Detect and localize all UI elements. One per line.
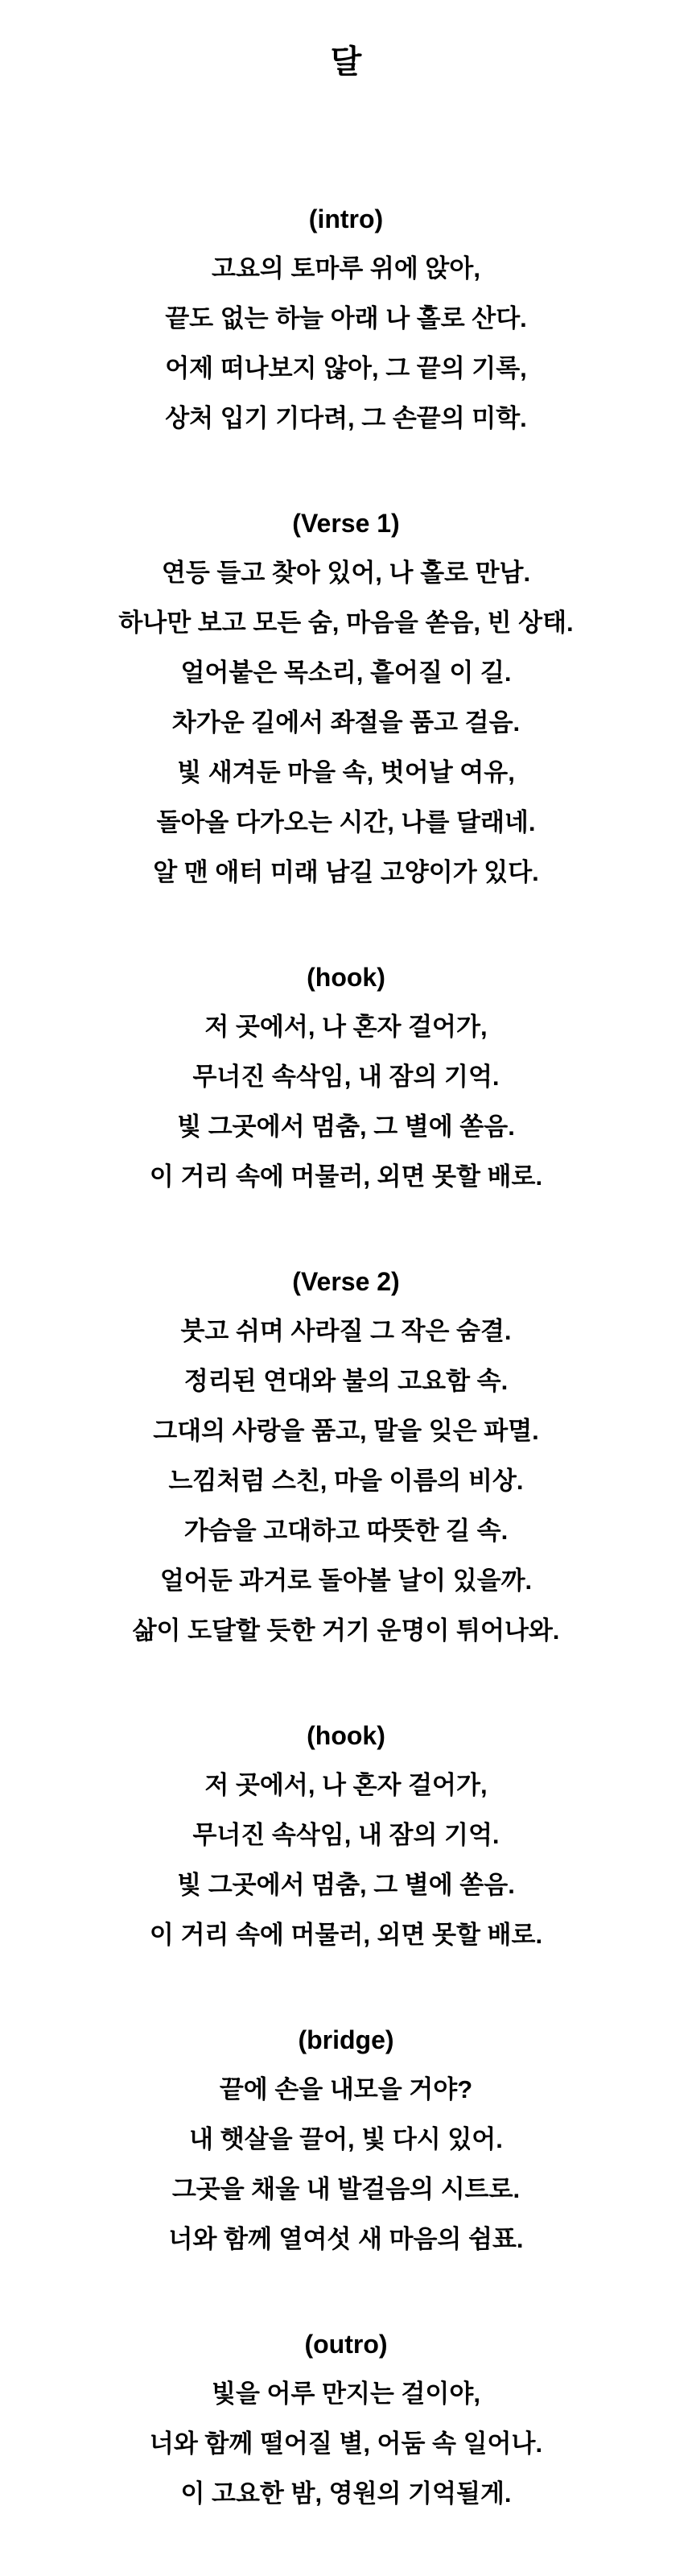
lyric-line: 느낌처럼 스친, 마을 이름의 비상. — [168, 1467, 524, 1495]
lyric-line: 너와 함께 떨어질 별, 어둠 속 일어나. — [149, 2429, 543, 2458]
lyric-line: 하나만 보고 모든 숨, 마음을 쏟음, 빈 상태. — [118, 609, 574, 637]
lyric-line: 알 맨 애터 미래 남길 고양이가 있다. — [153, 858, 539, 886]
lyric-line: 내 햇살을 끌어, 빛 다시 있어. — [189, 2125, 503, 2153]
lyric-line: 너와 함께 열여섯 새 마음의 쉼표. — [168, 2225, 524, 2253]
lyric-line: 끝에 손을 내모을 거야? — [219, 2075, 473, 2103]
lyric-line: 얼어붙은 목소리, 흩어질 이 길. — [180, 658, 512, 687]
section-label: (hook) — [307, 1721, 385, 1750]
section-verse-1 — [24, 498, 668, 898]
lyric-line: 이 거리 속에 머물러, 외면 못할 배로. — [149, 1162, 543, 1191]
lyric-line: 그대의 사랑을 품고, 말을 잊은 파멸. — [153, 1417, 539, 1445]
lyric-line: 차가운 길에서 좌절을 품고 걸음. — [171, 708, 521, 737]
lyric-line: 고요의 토마루 위에 앉아, — [212, 254, 480, 283]
lyric-line: 상처 입기 기다려, 그 손끝의 미학. — [165, 404, 527, 432]
lyric-line: 빛을 어루 만지는 걸이야, — [212, 2380, 480, 2408]
section-hook-1 — [24, 952, 668, 1202]
section-label: (bridge) — [298, 2025, 394, 2054]
song-title: 달 — [330, 44, 362, 80]
lyric-line: 무너진 속삭임, 내 잠의 기억. — [192, 1821, 500, 1849]
lyric-line: 정리된 연대와 불의 고요함 속. — [183, 1367, 509, 1395]
section-label: (outro) — [304, 2330, 388, 2359]
section-label: (Verse 2) — [292, 1267, 400, 1296]
lyric-line: 가슴을 고대하고 따뜻한 길 속. — [183, 1517, 509, 1545]
lyric-line: 빛 새겨둔 마을 속, 벗어날 여유, — [177, 758, 515, 786]
lyric-line: 무너진 속삭임, 내 잠의 기억. — [192, 1063, 500, 1091]
lyric-line: 돌아올 다가오는 시간, 나를 달래네. — [156, 808, 536, 836]
lyric-line: 붓고 쉬며 사라질 그 작은 숨결. — [180, 1317, 512, 1345]
section-label: (Verse 1) — [292, 509, 400, 538]
lyric-line: 빛 그곳에서 멈춤, 그 별에 쏟음. — [177, 1871, 515, 1899]
lyric-line: 삶이 도달할 듯한 거기 운명이 튀어나와. — [132, 1616, 560, 1645]
lyric-line: 저 곳에서, 나 혼자 걸어가, — [204, 1013, 488, 1041]
section-intro — [24, 194, 668, 444]
section-hook-2 — [24, 1711, 668, 1960]
section-label: (hook) — [307, 963, 385, 992]
section-verse-2 — [24, 1257, 668, 1656]
section-bridge — [24, 2015, 668, 2264]
lyric-line: 이 거리 속에 머물러, 외면 못할 배로. — [149, 1921, 543, 1949]
lyric-line: 저 곳에서, 나 혼자 걸어가, — [204, 1771, 488, 1799]
lyric-line: 빛 그곳에서 멈춤, 그 별에 쏟음. — [177, 1113, 515, 1141]
lyric-line: 연등 들고 찾아 있어, 나 홀로 만남. — [161, 559, 531, 587]
lyric-line: 그곳을 채울 내 발걸음의 시트로. — [171, 2175, 521, 2203]
section-label: (intro) — [308, 204, 384, 233]
lyric-line: 어제 떠나보지 않아, 그 끝의 기록, — [165, 354, 527, 382]
lyric-line: 얼어둔 과거로 돌아볼 날이 있을까. — [159, 1567, 533, 1595]
section-outro — [24, 2319, 668, 2519]
lyric-line: 끝도 없는 하늘 아래 나 홀로 산다. — [165, 304, 527, 332]
lyric-line: 이 고요한 밤, 영원의 기억될게. — [180, 2479, 512, 2508]
